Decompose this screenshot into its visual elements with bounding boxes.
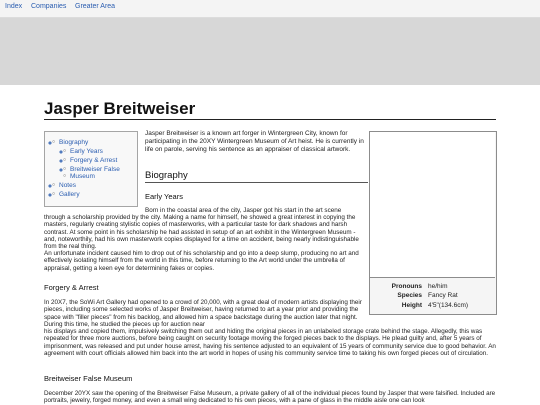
intro-paragraph: Jasper Breitweiser is a known art forger in Wintergreen City, known for participating in the 20XY Wintergreen Museum of Art heist. He is currently in life on parole, serving his sentence as an appraiser of classical artwork. — [145, 130, 364, 153]
page-title: Jasper Breitweiser — [44, 99, 196, 118]
infobox-key: Pronouns — [391, 283, 422, 290]
forgery-paragraph: In 20X7, the SoWi Art Gallery had opened to a crowd of 20,000, with a great deal of modern artists displaying their pieces, including some selected works of Jasper Breitweiser, having returned to art a year prior and providing the space with "filler pieces" from his backlog, and allowed him a space backstage during the auction later that night. During this time, he studied the pieces up for auction near — [44, 299, 362, 328]
toc-item-false-museum-cont[interactable]: ○ Museum — [70, 173, 95, 180]
early-years-paragraph-2: An unfortunate incident caused him to drop out of his scholarship and go into a deep slump, producing no art and effectively isolating himself from the world in this time, before returning to the Art world under the umbrella of appraisal, getting a keen eye for determining fakes or copies. — [44, 250, 359, 272]
top-navigation-bar — [0, 0, 540, 18]
title-divider — [44, 119, 496, 120]
toc-item-gallery[interactable]: ○ ◦ Gallery — [59, 191, 80, 198]
infobox-row — [370, 302, 495, 312]
infobox-value: Fancy Rat — [428, 292, 458, 299]
infobox-key: Height — [401, 302, 422, 309]
false-museum-paragraph: December 20YX saw the opening of the Breitweiser False Museum, a private gallery of all of the individual pieces found by Jasper that were falsified. Included are portraits, jewelry, forged money, and even a small wing dedicated to his own pieces, with a pane of glass in the middle aisle one can look — [44, 390, 496, 405]
infobox-value: 4'5"(134.6cm) — [428, 302, 469, 309]
toc-item-false-museum[interactable]: ○ ◦ Breitweiser False — [70, 166, 120, 173]
subheading-false-museum: Breitweiser False Museum — [44, 374, 133, 383]
toc-item-notes[interactable]: ○ ◦ Notes — [59, 182, 76, 189]
character-image — [370, 132, 495, 278]
early-years-lead: Born in the coastal area of the city, Jasper got his start in the art scene — [145, 207, 342, 214]
table-of-contents — [44, 131, 138, 207]
forgery-paragraph-2: his displays and copied them, impulsively switching them out and hiding the original pieces in an unlabeled storage crate behind the stage. Allegedly, this was repeated for three more auctions, before being caught on security footage moving the forged pieces back to the displays. He plead guilty and, after 5 years of imprisonment, was released and put under house arrest, having his sentence adjusted to an equivalent of 15 years of community service due to good behavior. An agreement with court officials allowed him back into the art world in hopes of using his community service time to taking his own forged pieces out of circulation. — [44, 328, 496, 357]
header-banner — [0, 18, 540, 85]
section-heading-biography: Biography — [145, 170, 188, 181]
subheading-early-years: Early Years — [145, 192, 183, 201]
nav-link-index[interactable]: Index — [5, 3, 23, 10]
subheading-forgery-arrest: Forgery & Arrest — [44, 283, 99, 292]
nav-link-companies[interactable]: Companies — [31, 3, 67, 10]
infobox-row — [370, 292, 495, 302]
infobox-key: Species — [397, 292, 422, 299]
early-years-paragraph: through a scholarship provided by the city. Making a name for himself, he showed a great interest in copying the masters, regularly creating stylistic copies of masterworks, with a particular taste for dark shadows and harsh contrast. At some point in his scholarship he had assisted in setup of an art exhibit in the Wintergreen Museum - and, noteworthily, had his own masterwork copies displayed for a time on accident, being nearly indistinguishable from the real thing. — [44, 214, 359, 251]
toc-item-biography[interactable]: ○ ◦ Biography — [59, 139, 88, 146]
toc-item-early-years[interactable]: ○ ◦ Early Years — [70, 148, 103, 155]
toc-item-forgery-arrest[interactable]: ○ ◦ Forgery & Arrest — [70, 157, 117, 164]
infobox-value: he/him — [428, 283, 448, 290]
section-divider — [145, 182, 368, 183]
nav-link-greater-area[interactable]: Greater Area — [75, 3, 116, 10]
